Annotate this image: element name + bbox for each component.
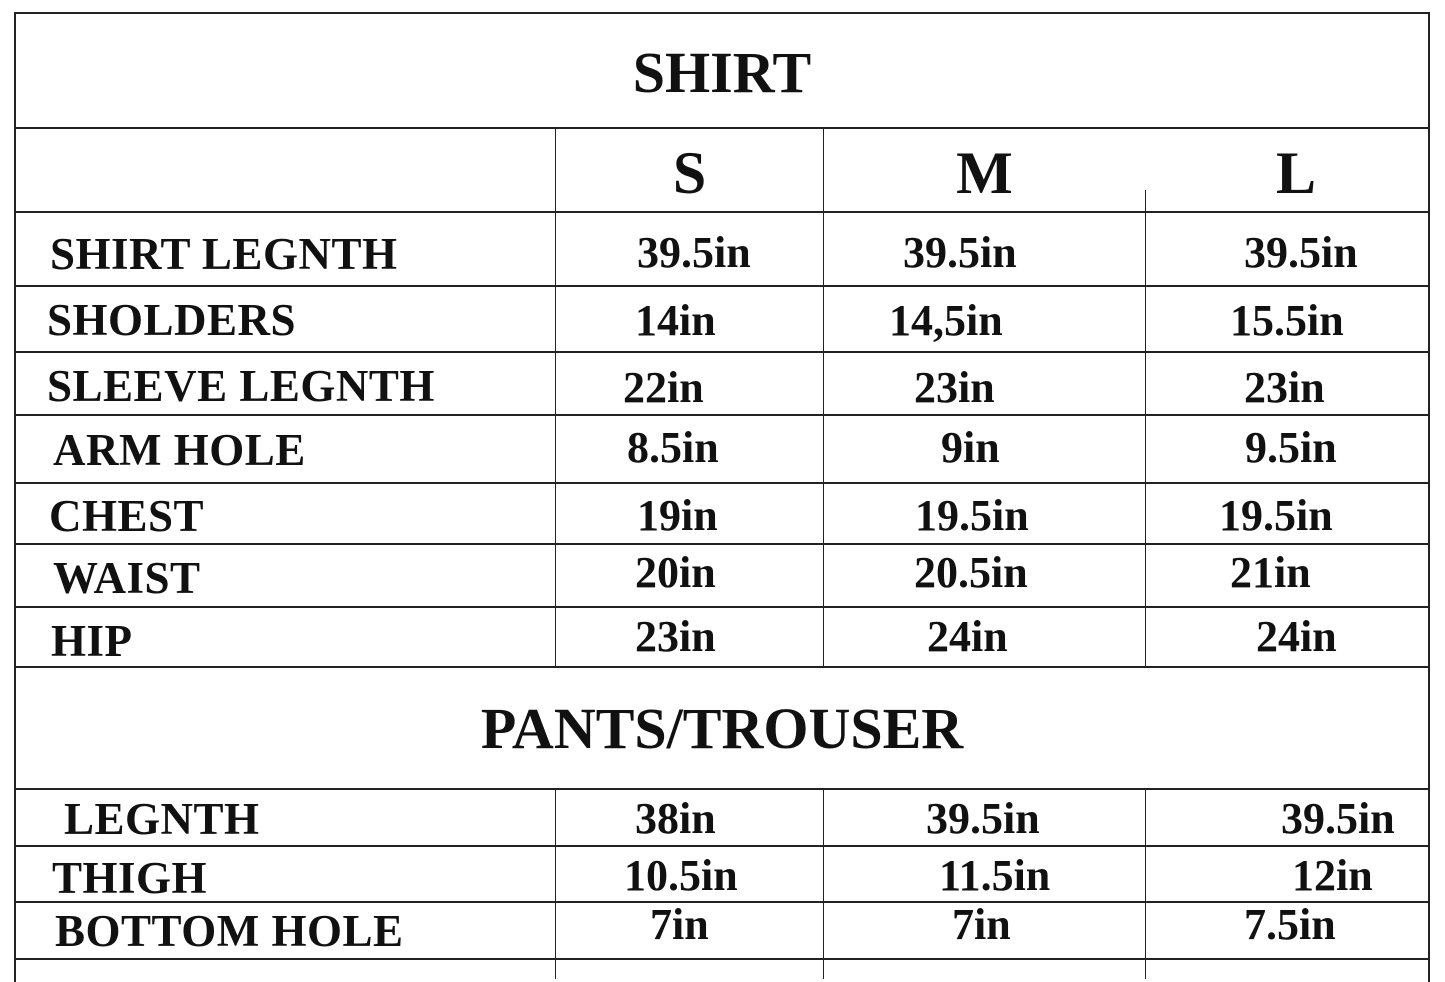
value-arm-hole-m: 9in (941, 423, 1000, 472)
value-arm-hole-s: 8.5in (627, 423, 719, 472)
value-chest-l: 19.5in (1219, 491, 1333, 540)
value-waist-s: 20in (635, 548, 716, 597)
size-header-l: L (1275, 140, 1317, 206)
column-divider (823, 128, 824, 667)
value-shoulders-l: 15.5in (1230, 296, 1344, 345)
value-sleeve-length-s: 22in (623, 363, 704, 412)
value-arm-hole-l: 9.5in (1245, 423, 1337, 472)
value-waist-m: 20.5in (914, 548, 1028, 597)
divider-row (14, 606, 1430, 608)
divider-pants-title (14, 788, 1430, 790)
value-bottom-hole-l: 7.5in (1244, 900, 1336, 949)
divider-row (14, 414, 1430, 416)
divider-size-header (14, 211, 1430, 213)
value-hip-m: 24in (927, 612, 1008, 661)
value-hip-l: 24in (1256, 612, 1337, 661)
value-chest-m: 19.5in (915, 491, 1029, 540)
column-divider (1145, 190, 1146, 667)
value-chest-s: 19in (637, 491, 718, 540)
value-shirt-length-m: 39.5in (903, 228, 1017, 277)
value-thigh-s: 10.5in (624, 851, 738, 900)
column-divider (555, 789, 556, 979)
row-label-sleeve-length: SLEEVE LEGNTH (47, 361, 435, 411)
pants-section-title: PANTS/TROUSER (480, 696, 964, 761)
value-bottom-hole-s: 7in (650, 900, 709, 949)
divider-title (14, 127, 1430, 129)
divider-row (14, 845, 1430, 847)
size-header-s: S (672, 140, 707, 206)
shirt-section-title: SHIRT (632, 40, 812, 105)
value-shoulders-m: 14,5in (889, 296, 1003, 345)
column-divider (823, 789, 824, 979)
value-pants-length-l: 39.5in (1281, 794, 1395, 843)
divider-row (14, 351, 1430, 353)
column-divider (555, 128, 556, 667)
row-label-shirt-length: SHIRT LEGNTH (50, 229, 398, 279)
size-header-m: M (956, 140, 1013, 206)
value-sleeve-length-l: 23in (1244, 363, 1325, 412)
row-label-shoulders: SHOLDERS (47, 295, 297, 345)
value-thigh-m: 11.5in (939, 851, 1051, 900)
row-label-arm-hole: ARM HOLE (53, 425, 306, 475)
row-label-pants-length: LEGNTH (64, 794, 260, 844)
value-hip-s: 23in (635, 612, 716, 661)
column-divider (1145, 789, 1146, 979)
row-label-waist: WAIST (53, 553, 201, 603)
divider-row (14, 958, 1430, 960)
divider-row (14, 901, 1430, 903)
row-label-thigh: THIGH (52, 853, 208, 903)
divider-shirt-end (14, 666, 1430, 668)
value-pants-length-m: 39.5in (926, 794, 1040, 843)
value-pants-length-s: 38in (635, 794, 716, 843)
value-thigh-l: 12in (1292, 851, 1373, 900)
divider-row (14, 482, 1430, 484)
value-shirt-length-l: 39.5in (1244, 228, 1358, 277)
value-waist-l: 21in (1230, 548, 1311, 597)
divider-row (14, 543, 1430, 545)
value-shoulders-s: 14in (635, 296, 716, 345)
value-shirt-length-s: 39.5in (637, 228, 751, 277)
value-sleeve-length-m: 23in (914, 363, 995, 412)
row-label-hip: HIP (51, 616, 133, 666)
divider-row (14, 285, 1430, 287)
row-label-chest: CHEST (49, 491, 205, 541)
row-label-bottom-hole: BOTTOM HOLE (55, 906, 404, 956)
value-bottom-hole-m: 7in (952, 900, 1011, 949)
